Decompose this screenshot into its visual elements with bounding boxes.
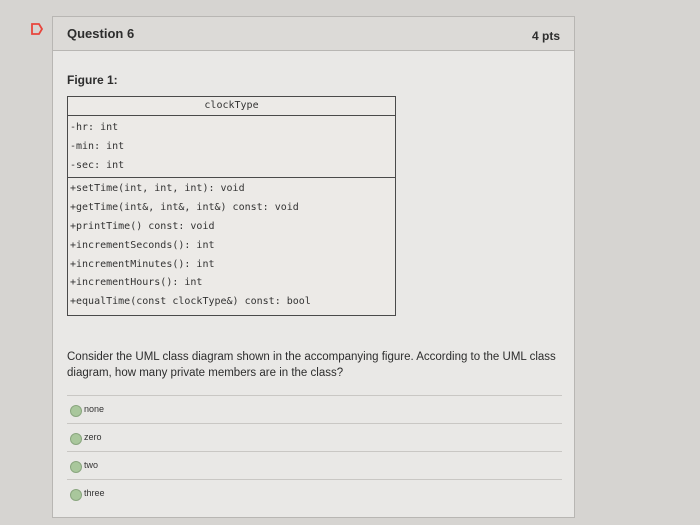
answer-option-zero[interactable] bbox=[67, 423, 562, 451]
uml-operation: +getTime(int&, int&, int&) const: void bbox=[70, 202, 299, 214]
radio-button[interactable] bbox=[70, 433, 82, 445]
uml-operation: +setTime(int, int, int): void bbox=[70, 183, 245, 195]
uml-attribute: -min: int bbox=[70, 140, 125, 152]
uml-operation: +incrementMinutes(): int bbox=[70, 258, 215, 270]
uml-operation: +incrementSeconds(): int bbox=[70, 239, 215, 251]
question-header bbox=[53, 17, 574, 51]
figure-label: Figure 1: bbox=[67, 73, 118, 87]
answer-option-three[interactable] bbox=[67, 479, 562, 507]
answer-label: none bbox=[84, 404, 105, 414]
answer-label: zero bbox=[84, 432, 102, 442]
radio-button[interactable] bbox=[70, 461, 82, 473]
uml-operation: +printTime() const: void bbox=[70, 220, 215, 232]
question-card bbox=[52, 16, 575, 518]
answer-options bbox=[67, 395, 562, 507]
question-title: Question 6 bbox=[67, 26, 135, 41]
uml-class-name: clockType bbox=[68, 97, 395, 116]
answer-label: two bbox=[84, 460, 99, 470]
uml-attribute: -hr: int bbox=[70, 122, 119, 133]
uml-attribute: -sec: int bbox=[70, 159, 125, 171]
answer-label: three bbox=[84, 488, 105, 498]
uml-operations bbox=[68, 178, 395, 315]
question-points: 4 pts bbox=[531, 29, 560, 43]
uml-operation: +incrementHours(): int bbox=[70, 277, 203, 289]
radio-button[interactable] bbox=[70, 489, 82, 501]
uml-attributes bbox=[68, 116, 395, 178]
uml-class-diagram bbox=[67, 96, 396, 316]
flag-icon[interactable] bbox=[30, 22, 44, 36]
uml-operation: +equalTime(const clockType&) const: bool bbox=[70, 296, 311, 308]
answer-option-two[interactable] bbox=[67, 451, 562, 479]
answer-option-none[interactable] bbox=[67, 395, 562, 423]
radio-button[interactable] bbox=[70, 405, 82, 417]
question-text: Consider the UML class diagram shown in the accompanying figure. According to the UML class diagram, how many private members are in the class? bbox=[67, 351, 556, 379]
